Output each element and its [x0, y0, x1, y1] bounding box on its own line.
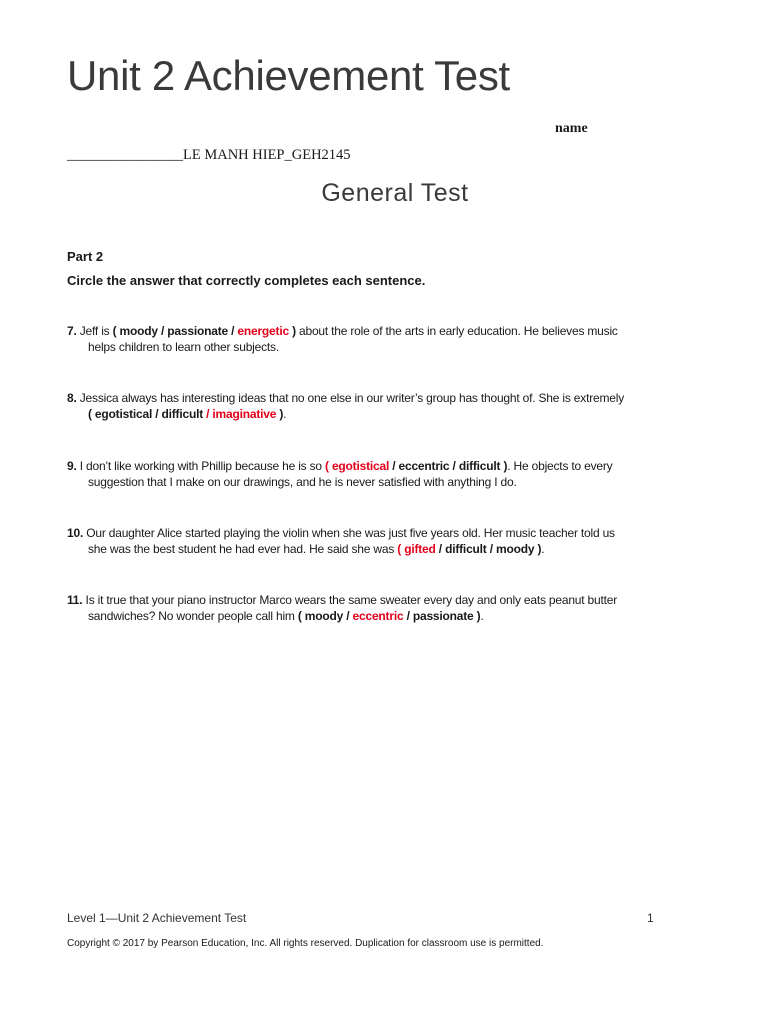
question-line	[67, 406, 687, 422]
question-text: .	[541, 542, 545, 556]
option-text: / eccentric / difficult )	[389, 459, 508, 473]
question-text: she was the best student he had ever had. He said she was	[88, 542, 398, 556]
question-number: 7.	[67, 324, 77, 338]
option-text: )	[276, 407, 284, 421]
page-title: Unit 2 Achievement Test	[67, 52, 510, 99]
part-heading: Part 2	[67, 249, 104, 264]
question-line: helps children to learn other subjects.	[88, 340, 279, 354]
page-number: 1	[647, 911, 654, 925]
name-label: name	[555, 121, 588, 136]
question-text: sandwiches? No wonder people call him	[88, 609, 298, 623]
question-9	[67, 458, 687, 490]
section-subtitle: General Test	[321, 179, 469, 207]
answer-options	[88, 407, 283, 421]
answer-options	[325, 459, 507, 473]
question-line	[67, 458, 687, 474]
selected-answer: gifted	[404, 542, 436, 556]
option-text: / passionate )	[403, 609, 481, 623]
selected-answer: / imaginative	[206, 407, 277, 421]
option-text: / difficult / moody )	[435, 542, 542, 556]
selected-answer: eccentric	[352, 609, 404, 623]
question-text: Jessica always has interesting ideas that no one else in our writer’s group has thought of. She is extremely	[76, 391, 625, 405]
copyright-notice: Copyright © 2017 by Pearson Education, Inc. All rights reserved. Duplication for classroom use is permitted.	[67, 938, 544, 949]
question-text: .	[283, 407, 287, 421]
student-name-line: ________________LE MANH HIEP_GEH2145	[67, 147, 351, 163]
instructions: Circle the answer that correctly completes each sentence.	[67, 273, 426, 288]
question-line	[67, 608, 687, 624]
question-10	[67, 525, 687, 557]
question-number: 9.	[67, 459, 77, 473]
option-text: ( egotistical / difficult	[88, 407, 207, 421]
question-line	[67, 592, 687, 608]
question-number: 11.	[67, 593, 83, 607]
option-text: (	[397, 542, 405, 556]
option-text: (	[325, 459, 332, 473]
selected-answer: egotistical	[331, 459, 390, 473]
selected-answer: energetic	[237, 324, 289, 338]
question-line: suggestion that I make on our drawings, and he is never satisfied with anything I do.	[88, 475, 517, 489]
question-7	[67, 323, 687, 355]
question-text: . He objects to every	[507, 459, 613, 473]
option-text: ( moody /	[297, 609, 353, 623]
question-line	[67, 525, 687, 541]
answer-options	[113, 324, 296, 338]
question-line	[67, 323, 687, 339]
question-text: about the role of the arts in early education. He believes music	[295, 324, 618, 338]
question-11	[67, 592, 687, 624]
answer-options	[297, 609, 484, 623]
question-text: Our daughter Alice started playing the violin when she was just five years old. Her music teacher told us	[83, 526, 615, 540]
footer-title: Level 1—Unit 2 Achievement Test	[67, 911, 247, 925]
question-text: I don’t like working with Phillip because he is so	[76, 459, 326, 473]
question-8	[67, 390, 687, 422]
question-text: Is it true that your piano instructor Marco wears the same sweater every day and only eats peanut butter	[82, 593, 618, 607]
question-line	[67, 541, 687, 557]
answer-options	[397, 542, 541, 556]
option-text: ( moody / passionate /	[112, 324, 238, 338]
question-number: 8.	[67, 391, 77, 405]
question-line	[67, 390, 687, 406]
option-text: )	[288, 324, 296, 338]
question-text: .	[480, 609, 484, 623]
question-text: Jeff is	[76, 324, 113, 338]
question-number: 10.	[67, 526, 84, 540]
